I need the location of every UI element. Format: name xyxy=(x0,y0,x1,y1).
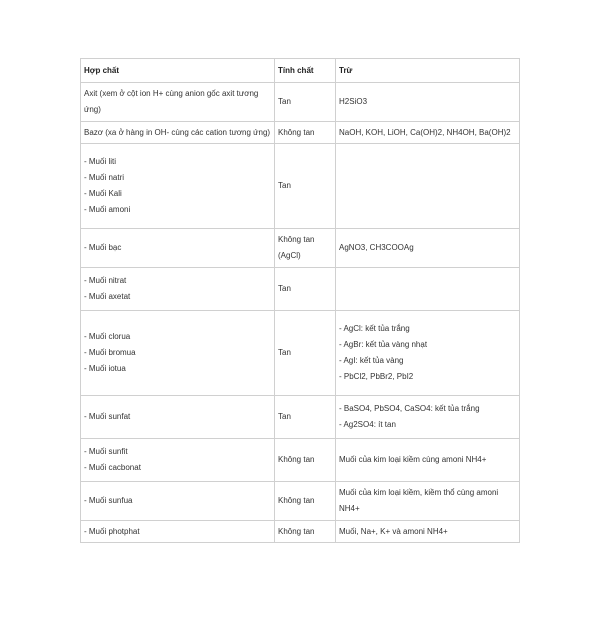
property-text: Không tan (AgCl) xyxy=(278,235,315,260)
except-line: - BaSO4, PbSO4, CaSO4: kết tủa trắng xyxy=(339,404,480,413)
table-header-row xyxy=(81,59,520,83)
compound-line: Axit (xem ở cột ion H+ cùng anion gốc axit tương ứng) xyxy=(84,89,259,114)
table-row xyxy=(81,311,520,396)
except-line: - PbCl2, PbBr2, PbI2 xyxy=(339,372,414,381)
compound-line: - Muối sunfat xyxy=(84,412,131,421)
compound-line: - Muối Kali xyxy=(84,189,122,198)
except-line: Muối của kim loại kiềm, kiềm thổ cùng amoni NH4+ xyxy=(339,488,499,513)
compound-line: - Muối bromua xyxy=(84,348,136,357)
table-row xyxy=(81,229,520,268)
property-cell xyxy=(275,229,336,268)
compound-line: - Muối cacbonat xyxy=(84,463,141,472)
compound-cell xyxy=(81,144,275,229)
except-line: - AgBr: kết tủa vàng nhạt xyxy=(339,340,428,349)
property-cell: Tan xyxy=(275,144,336,229)
except-line: - Ag2SO4: ít tan xyxy=(339,420,396,429)
property-cell: Không tan xyxy=(275,482,336,521)
header-compound: Hợp chất xyxy=(81,59,275,83)
compound-line: Bazơ (xa ở hàng in OH- cùng các cation tương ứng) xyxy=(84,127,271,137)
property-cell: Tan xyxy=(275,311,336,396)
solubility-table xyxy=(80,58,520,543)
header-property: Tính chất xyxy=(275,59,336,83)
except-cell xyxy=(336,229,520,268)
compound-line: - Muối clorua xyxy=(84,332,131,341)
compound-line: - Muối amoni xyxy=(84,205,131,214)
compound-cell xyxy=(81,396,275,439)
except-line: H2SiO3 xyxy=(339,97,368,106)
except-cell xyxy=(336,268,520,311)
table-row xyxy=(81,482,520,521)
except-cell xyxy=(336,144,520,229)
header-except: Trừ xyxy=(336,59,520,83)
property-cell: Tan xyxy=(275,268,336,311)
table-row xyxy=(81,521,520,543)
compound-line: - Muối liti xyxy=(84,157,117,166)
table-row xyxy=(81,396,520,439)
except-cell xyxy=(336,122,520,144)
except-line: AgNO3, CH3COOAg xyxy=(339,243,414,252)
compound-line: - Muối sunfit xyxy=(84,447,128,456)
table-row xyxy=(81,439,520,482)
compound-cell xyxy=(81,521,275,543)
property-cell: Không tan xyxy=(275,521,336,543)
compound-line: - Muối sunfua xyxy=(84,496,133,505)
except-line: NaOH, KOH, LiOH, Ca(OH)2, NH4OH, Ba(OH)2 xyxy=(339,127,511,137)
except-line: - AgI: kết tủa vàng xyxy=(339,356,404,365)
property-cell: Tan xyxy=(275,396,336,439)
except-cell xyxy=(336,439,520,482)
except-cell xyxy=(336,311,520,396)
table-row xyxy=(81,268,520,311)
except-cell xyxy=(336,521,520,543)
table-row xyxy=(81,144,520,229)
except-cell xyxy=(336,396,520,439)
property-cell: Không tan xyxy=(275,122,336,144)
compound-cell xyxy=(81,482,275,521)
property-cell: Không tan xyxy=(275,439,336,482)
compound-line: - Muối natri xyxy=(84,173,125,182)
compound-cell xyxy=(81,311,275,396)
property-cell: Tan xyxy=(275,83,336,122)
compound-cell xyxy=(81,83,275,122)
except-cell xyxy=(336,83,520,122)
except-line: Muối, Na+, K+ và amoni NH4+ xyxy=(339,526,448,536)
compound-line: - Muối nitrat xyxy=(84,276,127,285)
compound-line: - Muối bạc xyxy=(84,243,122,252)
table-row xyxy=(81,83,520,122)
compound-cell xyxy=(81,122,275,144)
except-line: Muối của kim loại kiềm cùng amoni NH4+ xyxy=(339,455,487,464)
compound-cell xyxy=(81,268,275,311)
compound-line: - Muối axetat xyxy=(84,292,131,301)
compound-cell xyxy=(81,439,275,482)
compound-cell xyxy=(81,229,275,268)
compound-line: - Muối photphat xyxy=(84,526,140,536)
except-cell xyxy=(336,482,520,521)
compound-line: - Muối iotua xyxy=(84,364,126,373)
except-line: - AgCl: kết tủa trắng xyxy=(339,324,410,333)
table-row xyxy=(81,122,520,144)
